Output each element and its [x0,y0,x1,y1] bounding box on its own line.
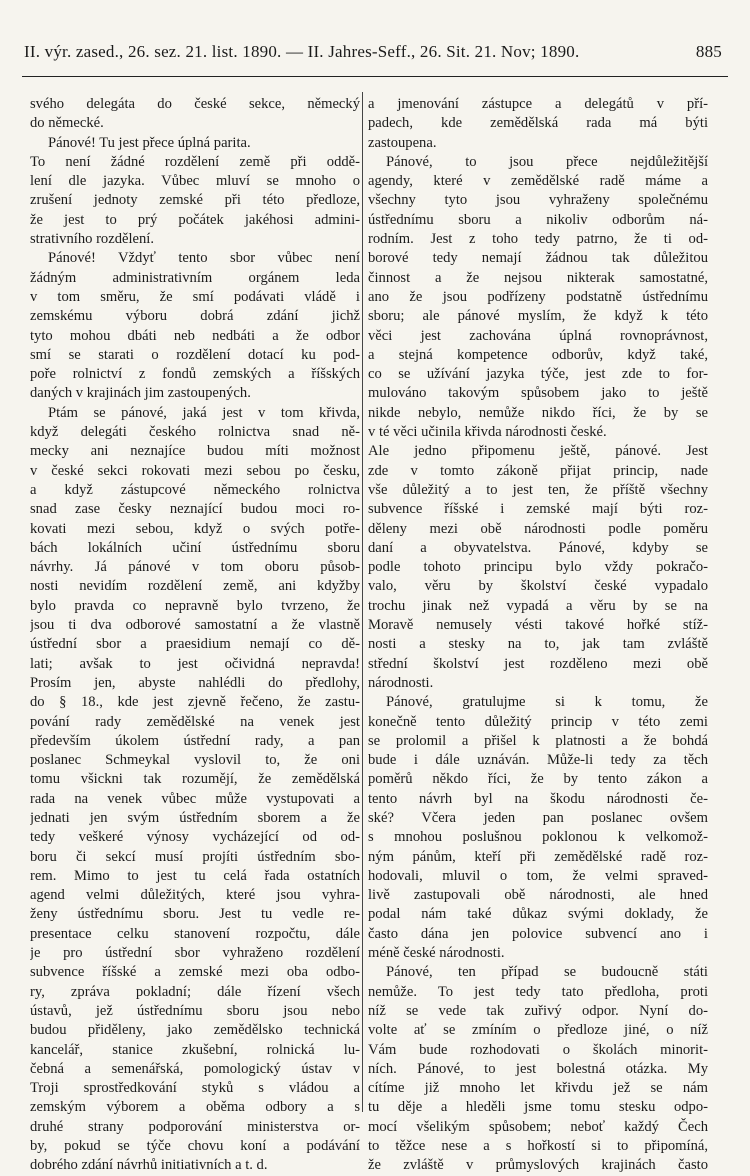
text-line: národnosti. [368,674,434,691]
text-line: ústřednímu sboru a nikoliv odborům ná- [368,211,708,228]
text-line: s mnohou poslušnou poklonou k velkomož- [368,829,708,846]
text-line: dobrého zdání návrhů initiativních a t. d. [30,1157,268,1174]
text-line: tyto mohou dbáti neb nedbáti a že odbor [30,327,360,344]
text-line: věci jest zachována úplná rovnoprávnost, [368,327,708,344]
text-line: lení dle jazyka. Vůbec mluví se mnoho o [30,173,360,190]
text-line: daní a obyvatelstva. Pánové, kdyby se [368,539,708,556]
text-line: valo, věru by školství české vypadalo [368,578,708,595]
text-line: agendy, které v zemědělské radě máme a [368,173,708,190]
text-line: vše důležitý a to jest ten, že příště všechny [368,481,708,498]
text-line: jednati jen svým ústředním sborem a že [30,809,360,826]
text-line: pování rady zemědělské na venek jest [30,713,360,730]
text-line: boru či sekcí musí projíti ústředním sbo- [30,848,360,865]
text-line: sboru; ale pánové myslím, že když k této [368,308,708,325]
text-line: Pánové! Tu jest přece úplná parita. [48,134,251,151]
page-number: 885 [695,42,722,61]
text-line: by, pokud se týče chovu koní a podávání [30,1138,360,1155]
text-line: Vám bude rozhodovati o školách minorit- [368,1041,708,1058]
text-line: a když zástupcové německého rolnictva [30,481,360,498]
text-line: tu děje a hleděli jsme tomu stesku odpo- [368,1099,708,1116]
text-line: ské? Včera jeden pan poslanec ovšem [368,809,708,826]
text-line: zastoupena. [368,134,437,151]
text-line: co se užívání jazyka týče, jest zde to for- [368,366,708,383]
text-line: zemským výborem a oběma odbory a s [30,1099,360,1116]
text-line: smí se starati o rozdělení dotací ku pod- [30,346,360,363]
text-line: bách lokálních učiní ústřednímu sboru [30,539,360,556]
text-line: činnost a že nejsou nikterak samostatné, [368,269,708,286]
text-line: livě zastupovali obě národnosti, ale hned [368,887,708,904]
text-line: v tom směru, že smí podávati vládě i [30,288,360,305]
text-line: je pro ústřední sbor vyhraženo rozdělení [30,945,360,962]
text-line: zemskému výboru dobrá zdání jichž [30,308,360,325]
running-header [24,42,722,68]
text-line: nosti a stesky na to, jak tam zvláště [368,636,708,653]
text-line: Troji sprostředkování styků s vládou a [30,1080,360,1097]
text-line: níž se vede tak zuřivý odpor. Nyní do- [368,1002,708,1019]
header-text: II. výr. zased., 26. sez. 21. list. 1890. — II. Jahres-Seff., 26. Sit. 21. Nov; 1890. [24,42,580,61]
text-line: presentace celku stanovení rozpočtu, dále [30,925,360,942]
text-line: se prolomil a přišel k platnosti a že bohdá [368,732,708,749]
text-line: lati; avšak to jest očividná nepravda! [30,655,360,672]
text-line: bude i dále uznáván. Může-li tedy za těch [368,752,708,769]
text-line: ních. Pánové, to jest bolestná otázka. My [368,1060,708,1077]
text-line: Pánové, ten případ se budoucně státi [386,964,708,981]
text-line: To není žádné rozdělení země při oddě- [30,153,360,170]
text-line: nemůže. To jest tedy tato předloha, proti [368,983,708,1000]
text-line: borové tedy nemají žádnou tak důležitou [368,250,708,267]
text-line: návrhy. Já pánové v tom oboru působ- [30,559,360,576]
column-divider [362,92,363,1112]
text-line: podle tohoto principu bylo vždy pokračo- [368,559,708,576]
text-line: děleny mezi obě národnosti podle poměru [368,520,708,537]
text-line: nosti nevidím rozdělení země, ani kdyžby [30,578,360,595]
text-line: ano že jsou podřízeny podstatně ústřednímu [368,288,708,305]
text-line: strativního rozdělení. [30,231,155,248]
text-line: snad zase česky neznající budou moci ro- [30,501,360,518]
text-line: Ale jedno připomenu ještě, pánové. Jest [368,443,708,460]
text-line: že jest to prý počátek jakéhosi admini- [30,211,360,228]
text-line: mulováno takovým spůsobem jako to ještě [368,385,708,402]
text-line: bylo pravda co nepravně bylo tvrzeno, že [30,597,360,614]
text-line: zde v tomto zákoně přijat princip, nade [368,462,708,479]
text-line: svého delegáta do české sekce, německý [30,96,360,112]
header-rule [22,76,728,77]
text-line: v té věci učinila křivda národnosti české. [368,424,607,441]
text-line: Ptám se pánové, jaká jest v tom křivda, [48,404,360,421]
text-line: nikde nebylo, nemůže nikdo říci, že by se [368,404,708,421]
left-column [30,95,360,1174]
text-line: cítíme již mnoho let křivdu jež se nám [368,1080,708,1097]
text-line: subvence říšské i zemské mají býti roz- [368,501,708,518]
text-line: rada na venek vůbec může vystupovati a [30,790,360,807]
text-line: rem. Mimo to jest tu celá řada ostatních [30,867,360,884]
text-line: poře rolnictví z fondů zemských a říšských [30,366,360,383]
text-line: agend velmi důležitých, které jsou vyhra- [30,887,360,904]
text-line: trochu jinak než vypadá a věru by se na [368,597,708,614]
text-line: tento návrh byl na škodu národnosti če- [368,790,708,807]
text-line: ným pánům, kteří při zemědělské radě roz- [368,848,708,865]
text-line: v české sekci rokovati mezi sebou po česku, [30,462,360,479]
text-line: když delegáti českého rolnictva snad ně- [30,424,360,441]
text-line: jsou ti dva odborové samostatní a že vlastně [30,617,360,634]
text-line: kovati mezi sebou, když o svých potře- [30,520,360,537]
text-line: Moravě nemusely vésti takové hořké stíž- [368,617,708,634]
text-line: daných v krajinách jim zastoupených. [30,385,251,402]
text-line: často dána jen polovice subvencí ano i [368,925,708,942]
text-line: poslanec Schmeykal vyslovil to, že oni [30,752,360,769]
text-line: konečně tento důležitý princip v této zemi [368,713,708,730]
text-line: hodovali, mluvil o tom, že velmi spraved- [368,867,708,884]
text-line: druhé strany podporování ministerstva or- [30,1118,360,1135]
text-line: poměrů někdo říci, že by tento zákon a [368,771,708,788]
text-line: ústřední sbor a praesidium nemají co dě- [30,636,360,653]
text-line: mocí všelikým spůsobem; neboť každý Čech [368,1118,708,1135]
right-column [368,95,708,1174]
text-line: ry, zpráva pokladní; dále řízení všech [30,983,360,1000]
text-line: Prosím jen, abyste nahlédli do předlohy, [30,674,360,691]
text-line: střední školství jest rozděleno mezi obě [368,655,708,672]
text-line: Pánové, to jsou přece nejdůležitější [386,153,708,170]
text-line: volte ať se zmíním o předloze jiné, o níž [368,1022,708,1039]
text-line: ústavů, jež ústřednímu sboru jsou nebo [30,1002,360,1019]
text-line: do § 18., kde jest zjevně řečeno, že zastu- [30,694,360,711]
text-line: rodním. Jest z toho tedy patrno, že ti od- [368,231,708,248]
text-line: Pánové, gratulujme si k tomu, že [386,694,708,711]
text-line: podal nám také důkaz svými doklady, že [368,906,708,923]
text-line: a stejná kompetence odborův, když také, [368,346,708,363]
text-line: do německé. [30,115,104,132]
text-line: především úkolem ústřední rady, a pan [30,732,360,749]
text-line: zrušení jednoty zemské při této předloze, [30,192,360,209]
text-line: Pánové! Vždyť tento sbor vůbec není [48,250,360,267]
text-line: subvence říšské a zemské mezi oba odbo- [30,964,360,981]
text-line: tedy veškeré výnosy vycházející od od- [30,829,360,846]
text-line: žádným administrativním orgánem leda [30,269,360,286]
text-line: že zvláště v průmyslových krajinách často [368,1157,708,1174]
text-line: méně české národnosti. [368,945,505,962]
text-line: kancelář, stanice zkušební, rolnická lu- [30,1041,360,1058]
text-line: mecky ani neznajíce budou míti možnost [30,443,360,460]
text-line: ženy ústřednímu sboru. Jest tu vedle re- [30,906,360,923]
text-line: a jmenování zástupce a delegátů v pří- [368,96,708,112]
text-line: tomu všickni tak rozumějí, že zemědělská [30,771,360,788]
text-line: všechny tyto jsou vyhraženy společnému [368,192,708,209]
text-line: budou přiděleny, jako zemědělsko technická [30,1022,360,1039]
text-line: čebná a semenářská, pomologický ústav v [30,1060,360,1077]
text-line: to těžce nese a s hořkostí si to připomíná, [368,1138,708,1155]
text-line: padech, kde zemědělská rada má býti [368,115,708,132]
